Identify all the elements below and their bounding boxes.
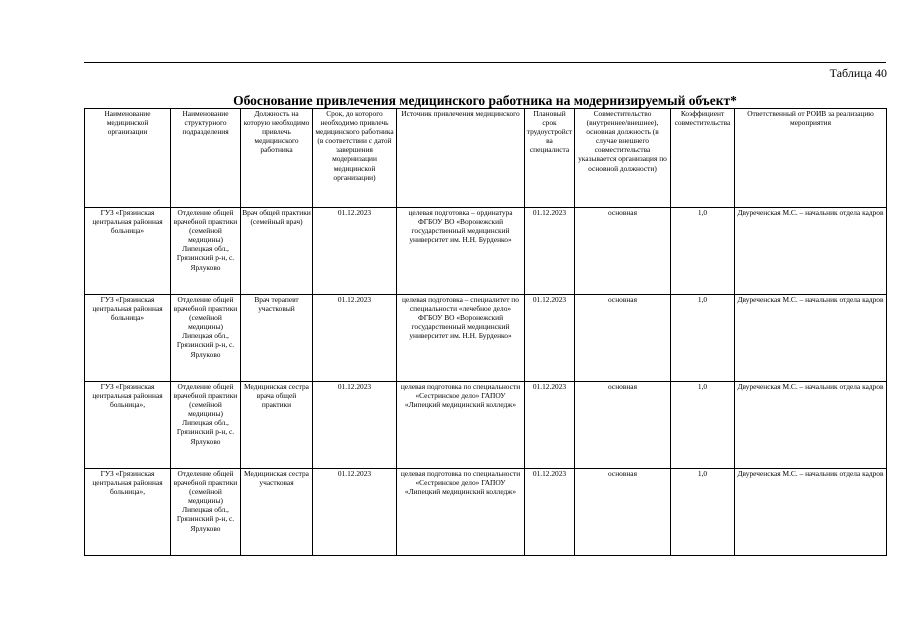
header-cell: Наименование структурного подразделения <box>171 109 241 208</box>
employment-type-cell: основная <box>575 208 671 295</box>
header-cell: Должность на которую необходимо привлечь медицинского работника <box>241 109 313 208</box>
organization-cell: ГУЗ «Грязинская центральная районная больница» <box>85 295 171 382</box>
responsible-cell: Двуреченская М.С. – начальник отдела кадров <box>735 469 887 556</box>
employment-type-cell: основная <box>575 469 671 556</box>
department-cell: Отделение общей врачебной практики (семейной медицины) Липецкая обл., Грязинский р-н, с. Ярлуково <box>171 382 241 469</box>
organization-cell: ГУЗ «Грязинская центральная районная больница», <box>85 382 171 469</box>
employment-type-cell: основная <box>575 295 671 382</box>
header-cell: Срок, до которого необходимо привлечь медицинского работника (в соответствии с датой завершения модернизации медицинской организации) <box>313 109 397 208</box>
deadline-cell: 01.12.2023 <box>313 469 397 556</box>
source-cell: целевая подготовка – ординатура ФГБОУ ВО «Воронежский государственный медицинский университет им. Н.Н. Бурденко» <box>397 208 525 295</box>
position-cell: Врач общей практики (семейный врач) <box>241 208 313 295</box>
justification-table <box>84 108 887 556</box>
deadline-cell: 01.12.2023 <box>313 208 397 295</box>
header-cell: Совместительство (внутреннее/внешнее), основная должность (в случае внешнего совместительства указывается организация по основной должности) <box>575 109 671 208</box>
table-row <box>85 382 887 469</box>
organization-cell: ГУЗ «Грязинская центральная районная больница», <box>85 469 171 556</box>
page-title: Обоснование привлечения медицинского работника на модернизируемый объект* <box>233 93 737 108</box>
position-cell: Врач терапевт участковый <box>241 295 313 382</box>
department-cell: Отделение общей врачебной практики (семейной медицины) Липецкая обл., Грязинский р-н, с. Ярлуково <box>171 208 241 295</box>
deadline-cell: 01.12.2023 <box>313 382 397 469</box>
table-header-row <box>85 109 887 208</box>
planned-date-cell: 01.12.2023 <box>525 382 575 469</box>
organization-cell: ГУЗ «Грязинская центральная районная больница» <box>85 208 171 295</box>
position-cell: Медицинская сестра участковая <box>241 469 313 556</box>
deadline-cell: 01.12.2023 <box>313 295 397 382</box>
coefficient-cell: 1,0 <box>671 469 735 556</box>
table-row <box>85 295 887 382</box>
responsible-cell: Двуреченская М.С. – начальник отдела кадров <box>735 295 887 382</box>
table-row <box>85 208 887 295</box>
table-number: Таблица 40 <box>829 66 887 80</box>
responsible-cell: Двуреченская М.С. – начальник отдела кадров <box>735 382 887 469</box>
header-cell: Ответственный от РОИВ за реализацию мероприятия <box>735 109 887 208</box>
employment-type-cell: основная <box>575 382 671 469</box>
coefficient-cell: 1,0 <box>671 382 735 469</box>
position-cell: Медицинская сестра врача общей практики <box>241 382 313 469</box>
planned-date-cell: 01.12.2023 <box>525 469 575 556</box>
responsible-cell: Двуреченская М.С. – начальник отдела кадров <box>735 208 887 295</box>
header-cell: Плановый срок трудоустройства специалиста <box>525 109 575 208</box>
header-cell: Коэффициент совместительства <box>671 109 735 208</box>
source-cell: целевая подготовка – специалитет по специальности «лечебное дело» ФГБОУ ВО «Воронежский государственный медицинский университет им. Н.Н. Бурденко» <box>397 295 525 382</box>
planned-date-cell: 01.12.2023 <box>525 208 575 295</box>
source-cell: целевая подготовка по специальности «Сестринское дело» ГАПОУ «Липецкий медицинский колледж» <box>397 469 525 556</box>
table-row <box>85 469 887 556</box>
coefficient-cell: 1,0 <box>671 295 735 382</box>
department-cell: Отделение общей врачебной практики (семейной медицины) Липецкая обл., Грязинский р-н, с. Ярлуково <box>171 295 241 382</box>
header-rule <box>84 62 886 63</box>
header-cell: Наименование медицинской организации <box>85 109 171 208</box>
coefficient-cell: 1,0 <box>671 208 735 295</box>
department-cell: Отделение общей врачебной практики (семейной медицины) Липецкая обл., Грязинский р-н, с. Ярлуково <box>171 469 241 556</box>
source-cell: целевая подготовка по специальности «Сестринское дело» ГАПОУ «Липецкий медицинский колледж» <box>397 382 525 469</box>
planned-date-cell: 01.12.2023 <box>525 295 575 382</box>
header-cell: Источник привлечения медицинского <box>397 109 525 208</box>
